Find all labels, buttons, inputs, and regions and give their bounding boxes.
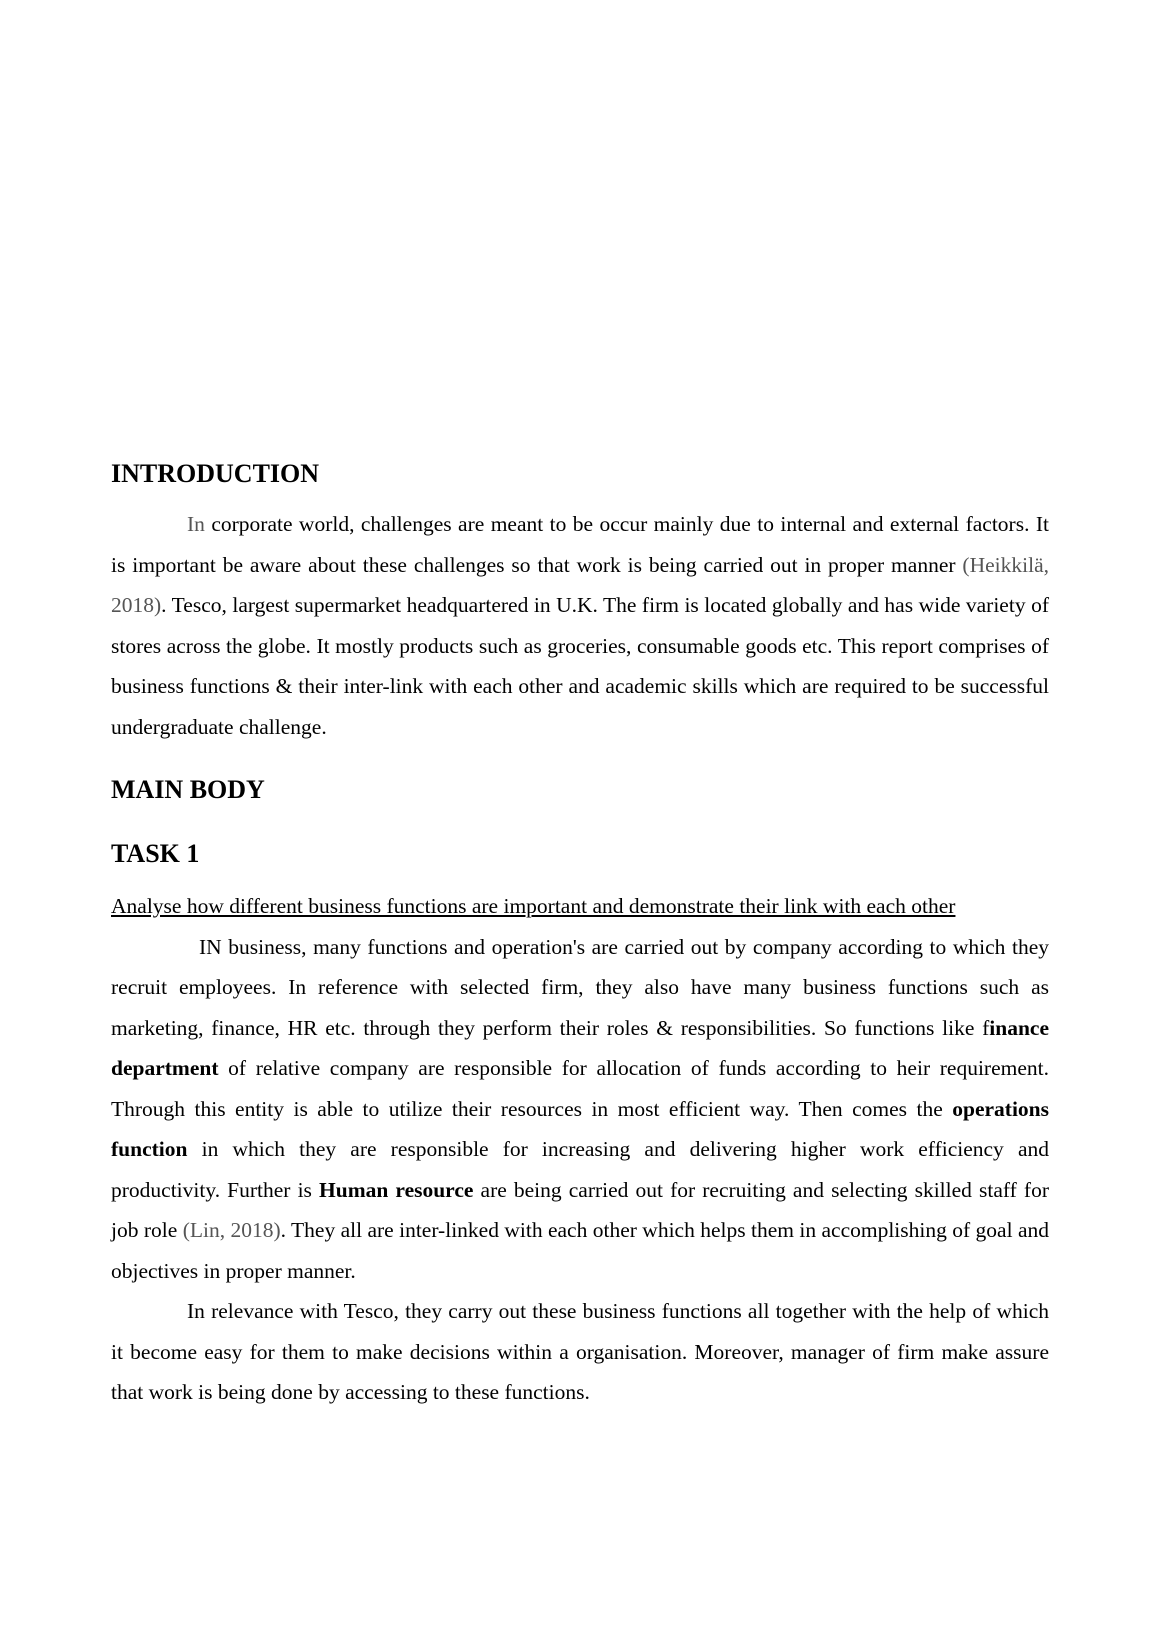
human-resource-bold: Human resource (319, 1177, 474, 1202)
introduction-heading: INTRODUCTION (111, 459, 320, 488)
task1-text-d: are being carried out for recruiting and selecting skilled staff for job role (111, 1177, 1049, 1242)
introduction-text-a: corporate world, challenges are meant to be occur mainly due to internal and external factors. It is important be aware about these challenges so that work is being carried out in proper manner (111, 512, 1049, 577)
introduction-paragraph (111, 504, 1049, 747)
document-page (111, 458, 1049, 1413)
task1-heading: TASK 1 (111, 839, 200, 868)
citation-heikkila: (Heikkilä, 2018) (111, 552, 1049, 617)
task1-text-c: in which they are responsible for increasing and delivering higher work efficiency and productivity. Further is (111, 1137, 1049, 1202)
citation-lin: (Lin, 2018) (182, 1218, 281, 1242)
task1-text-e: . They all are inter-linked with each other which helps them in accomplishing of goal and objectives in proper manner. (111, 1218, 1049, 1283)
task1-text-a: IN business, many functions and operation's are carried out by company according to which they recruit employees. In reference with selected firm, they also have many business functions such as marketing, finance, HR etc. through they perform their roles & responsibilities. So functions like f (111, 934, 1049, 1040)
introduction-lead-word: In (187, 512, 205, 536)
task1-subtitle: Analyse how different business functions are important and demonstrate their link with each other (111, 894, 956, 918)
task1-paragraph-2: In relevance with Tesco, they carry out these business functions all together with the help of which it become easy for them to make decisions within a organisation. Moreover, manager of firm make assure that work is being done by accessing to these functions. (111, 1299, 1049, 1404)
introduction-text-b: . Tesco, largest supermarket headquartered in U.K. The firm is located globally and has wide variety of stores across the globe. It mostly products such as groceries, consumable goods etc. This report comprises of business functions & their inter-link with each other and academic skills which are required to be successful undergraduate challenge. (111, 593, 1049, 739)
task1-paragraph-1 (111, 927, 1049, 1292)
operations-function-bold: operations function (111, 1096, 1049, 1161)
finance-department-bold: inance department (111, 1015, 1049, 1080)
task1-text-b: of relative company are responsible for allocation of funds according to heir requirement. Through this entity is able to utilize their resources in most efficient way. Then comes the (111, 1056, 1049, 1121)
main-body-heading: MAIN BODY (111, 775, 265, 804)
